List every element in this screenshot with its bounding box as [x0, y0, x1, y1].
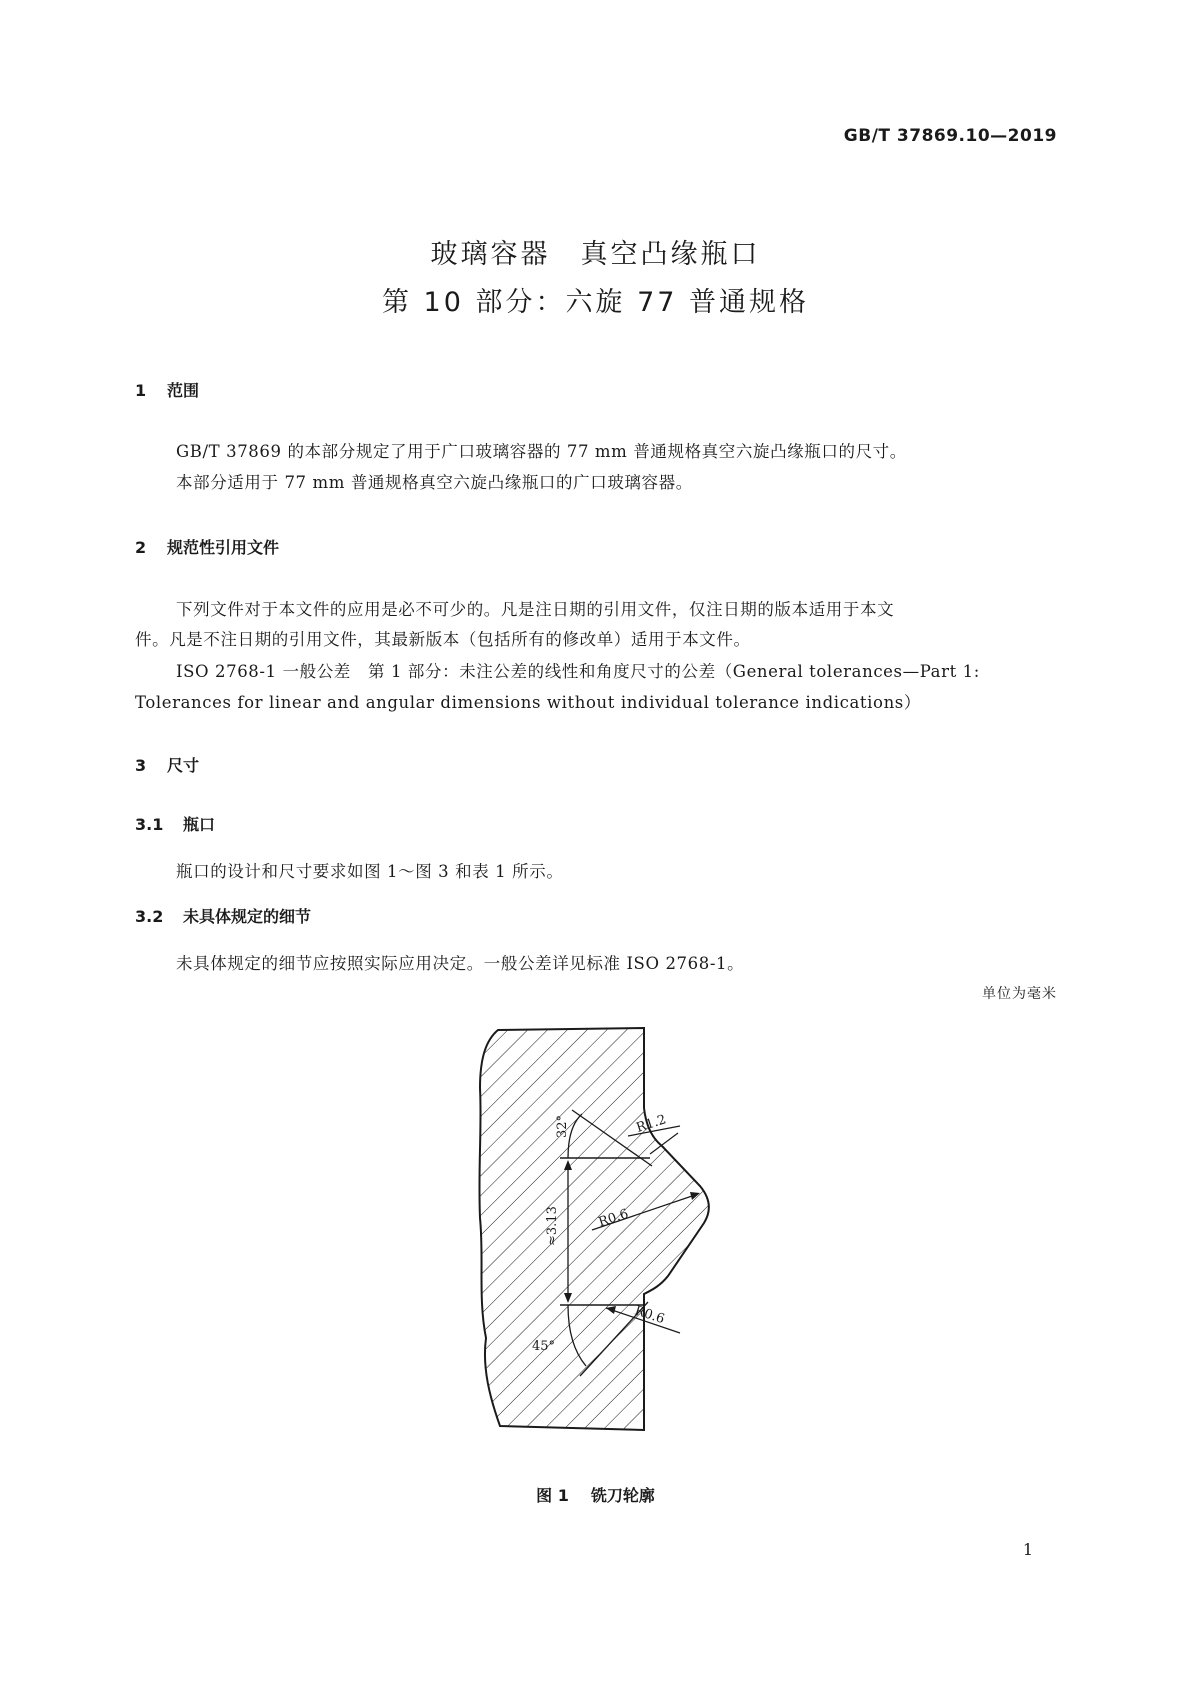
standard-code: GB/T 37869.10—2019: [843, 126, 1057, 146]
section-title: 范围: [167, 381, 200, 400]
section-1-heading: [135, 378, 199, 401]
r-top-label: R1.2: [634, 1112, 669, 1136]
height-label: ≈3.13: [545, 1206, 560, 1246]
section-title: 未具体规定的细节: [183, 907, 312, 926]
r-mid-label: R0.6: [596, 1206, 631, 1231]
section-1-paragraph-2: 本部分适用于 77 mm 普通规格真空六旋凸缘瓶口的广口玻璃容器。: [176, 473, 693, 492]
section-number: 3.2: [135, 907, 164, 926]
document-title-line2: 第 10 部分：六旋 77 普通规格: [381, 287, 810, 318]
section-2-paragraph-1-line-1: 下列文件对于本文件的应用是必不可少的。凡是注日期的引用文件，仅注日期的版本适用于本文: [176, 600, 895, 619]
section-2-paragraph-1-line-2: 件。凡是不注日期的引用文件，其最新版本（包括所有的修改单）适用于本文件。: [135, 630, 751, 649]
figure-caption: [0, 1483, 1191, 1506]
r-bottom-label: R0.6: [632, 1303, 667, 1328]
page-number: 1: [1022, 1540, 1033, 1559]
section-number: 2: [135, 538, 147, 557]
angle-top-label: 32°: [555, 1114, 570, 1138]
section-title: 瓶口: [183, 815, 216, 834]
section-1-paragraph-1: GB/T 37869 的本部分规定了用于广口玻璃容器的 77 mm 普通规格真空六旋凸缘瓶口的尺寸。: [176, 442, 907, 461]
cutter-profile-figure: [460, 1018, 760, 1448]
section-2-paragraph-2-line-2: Tolerances for linear and angular dimensions without individual tolerance indications）: [135, 693, 921, 712]
section-3-heading: [135, 753, 199, 776]
section-3-2-paragraph: 未具体规定的细节应按照实际应用决定。一般公差详见标准 ISO 2768-1。: [176, 954, 745, 973]
section-number: 3.1: [135, 815, 164, 834]
figure-title: 铣刀轮廓: [590, 1486, 655, 1505]
section-title: 规范性引用文件: [167, 538, 280, 557]
document-title-line1: 玻璃容器 真空凸缘瓶口: [430, 239, 761, 270]
unit-note: 单位为毫米: [982, 986, 1057, 1002]
section-3-2-heading: [135, 904, 311, 927]
angle-bottom-label: 45°: [532, 1339, 556, 1354]
section-2-paragraph-2-line-1: ISO 2768-1 一般公差 第 1 部分：未注公差的线性和角度尺寸的公差（General tolerances—Part 1:: [176, 662, 980, 681]
section-number: 3: [135, 756, 147, 775]
section-3-1-heading: [135, 812, 215, 835]
section-2-heading: [135, 535, 279, 558]
section-title: 尺寸: [167, 756, 200, 775]
figure-number: 图 1: [536, 1486, 569, 1505]
section-3-1-paragraph: 瓶口的设计和尺寸要求如图 1～图 3 和表 1 所示。: [176, 862, 564, 881]
section-number: 1: [135, 381, 147, 400]
